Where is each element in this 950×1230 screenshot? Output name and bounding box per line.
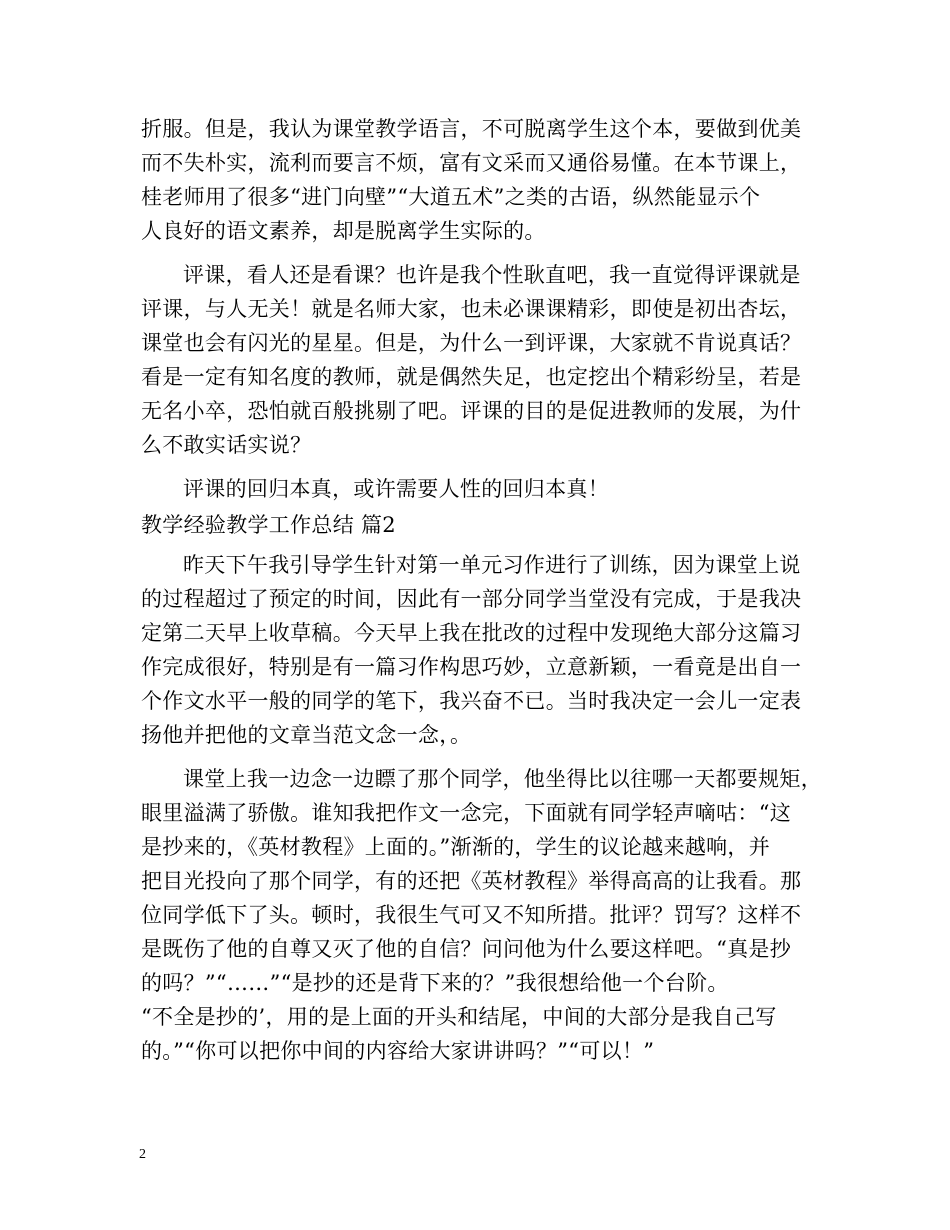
text-line: 无名小卒，恐怕就百般挑剔了吧。评课的目的是促进教师的发展，为什 — [141, 399, 802, 423]
text-line: 是抄来的，《英材教程》上面的。”渐渐的，学生的议论越来越响，并 — [141, 835, 771, 859]
text-line: 个作文水平一般的同学的笔下，我兴奋不已。当时我决定一会儿一定表 — [141, 689, 802, 713]
text-line: 课堂也会有闪光的星星。但是，为什么一到评课，大家就不肯说真话？ — [141, 331, 802, 355]
text-line: 么不敢实话实说？ — [141, 433, 312, 457]
text-line: 评课，与人无关！就是名师大家，也未必课课精彩，即使是初出杏坛， — [141, 297, 802, 321]
text-line: 而不失朴实，流利而要言不烦，富有文采而又通俗易懂。在本节课上， — [141, 151, 802, 175]
text-line: 桂老师用了很多“进门向壁”“大道五术”之类的古语，纵然能显示个 — [141, 185, 761, 209]
text-line: 看是一定有知名度的教师，就是偶然失足，也定挖出个精彩纷呈，若是 — [141, 365, 802, 389]
text-line: 的吗？”“……”“是抄的还是背下来的？”我很想给他一个台阶。 — [141, 971, 729, 995]
text-line: 扬他并把他的文章当范文念一念，。 — [141, 723, 472, 747]
text-line: 位同学低下了头。顿时，我很生气可又不知所措。批评？罚写？这样不 — [141, 903, 802, 927]
text-line: 定第二天早上收草稿。今天早上我在批改的过程中发现绝大部分这篇习 — [141, 621, 802, 645]
text-line: 的。”“你可以把你中间的内容给大家讲讲吗？”“可以！” — [141, 1039, 655, 1063]
text-line: 眼里溢满了骄傲。谁知我把作文一念完，下面就有同学轻声嘀咕：“这 — [141, 801, 792, 825]
page-number: 2 — [139, 1147, 146, 1162]
text-line: 的过程超过了预定的时间，因此有一部分同学当堂没有完成，于是我决 — [141, 587, 802, 611]
text-line: 人良好的语文素养，却是脱离学生实际的。 — [141, 219, 546, 243]
text-line: 把目光投向了那个同学，有的还把《英材教程》举得高高的让我看。那 — [141, 869, 802, 893]
text-line: 课堂上我一边念一边瞟了那个同学，他坐得比以往哪一天都要规矩， — [183, 767, 822, 791]
text-line: 作完成很好，特别是有一篇习作构思巧妙，立意新颖，一看竟是出自一 — [141, 655, 802, 679]
text-line: 评课的回归本真，或许需要人性的回归本真！ — [183, 477, 609, 501]
text-line: 评课，看人还是看课？也许是我个性耿直吧，我一直觉得评课就是 — [183, 263, 801, 287]
text-line: “不全是抄的’，用的是上面的开头和结尾，中间的大部分是我自己写 — [141, 1005, 777, 1029]
text-line: 折服。但是，我认为课堂教学语言，不可脱离学生这个本，要做到优美 — [141, 117, 802, 141]
text-line: 是既伤了他的自尊又灭了他的自信？问问他为什么要这样吧。“真是抄 — [141, 937, 792, 961]
section-heading: 教学经验教学工作总结 篇2 — [141, 513, 396, 537]
text-line: 昨天下午我引导学生针对第一单元习作进行了训练，因为课堂上说 — [183, 553, 801, 577]
